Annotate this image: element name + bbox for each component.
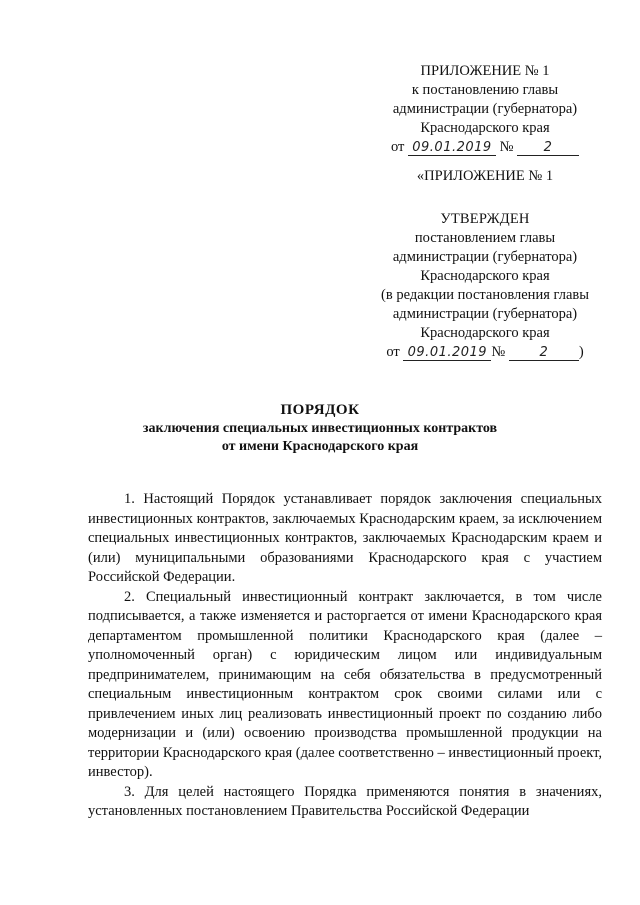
handwritten-date: 09.01.2019 <box>403 345 491 361</box>
paragraph-3: 3. Для целей настоящего Порядка применяются понятия в значениях, установленных постановлением Правительства Российской Федерации <box>88 783 602 819</box>
appendix-line: к постановлению главы <box>411 82 559 98</box>
title-subtitle: заключения специальных инвестиционных контрактов <box>142 421 498 436</box>
document-body <box>88 490 602 822</box>
document-title <box>0 400 640 456</box>
handwritten-date: 09.01.2019 <box>408 140 496 156</box>
title-main: ПОРЯДОК <box>280 402 360 418</box>
appendix-line: администрации (губернатора) <box>392 101 578 117</box>
approval-line: Краснодарского края <box>420 325 550 341</box>
approval-line: администрации (губернатора) <box>392 249 578 265</box>
appendix-line: Краснодарского края <box>420 120 550 136</box>
paragraph-2: 2. Специальный инвестиционный контракт заключается, в том числе подписывается, а также изменяется и расторгается от имени Краснодарского края департаментом промышленной политики Краснодарского края (далее – уполномоченный орган) с юридическим лицом или индивидуальным предпринимателем, принимающим на себя обязательства в предусмотренный специальным инвестиционным контрактом срок своими силами или с привлечением иных лиц реализовать инвестиционный проект по созданию либо модернизации и (или) освоению производства промышленной продукции на территории Краснодарского края (далее соответственно – инвестиционный проект, инвестор). <box>88 588 602 780</box>
number-label: № <box>491 344 506 360</box>
closing-paren: ) <box>578 344 584 360</box>
appendix-date-line <box>375 138 595 157</box>
approval-date-line <box>375 343 595 362</box>
paragraph-1: 1. Настоящий Порядок устанавливает порядок заключения специальных инвестиционных контрактов, заключаемых Краснодарским краем, за исключением специальных инвестиционных контрактов, заключаемых Краснодарским краем и (или) муниципальными образованиями Краснодарского края с участием Российской Федерации. <box>88 491 602 585</box>
appendix-header <box>375 62 595 157</box>
from-label: от <box>386 344 400 360</box>
from-label: от <box>390 139 405 155</box>
approval-line: администрации (губернатора) <box>392 306 578 322</box>
appendix-title: ПРИЛОЖЕНИЕ № 1 <box>420 63 550 79</box>
number-label: № <box>499 139 514 155</box>
approval-line: постановлением главы <box>414 230 556 246</box>
approval-line: (в редакции постановления главы <box>381 287 589 303</box>
handwritten-number: 2 <box>517 140 579 156</box>
title-subtitle: от имени Краснодарского края <box>221 439 419 454</box>
handwritten-number: 2 <box>509 345 579 361</box>
approval-line: Краснодарского края <box>420 268 550 284</box>
appendix-title: «ПРИЛОЖЕНИЕ № 1 <box>416 168 554 184</box>
approved-heading: УТВЕРЖДЕН <box>440 211 530 227</box>
approval-block <box>375 167 595 362</box>
